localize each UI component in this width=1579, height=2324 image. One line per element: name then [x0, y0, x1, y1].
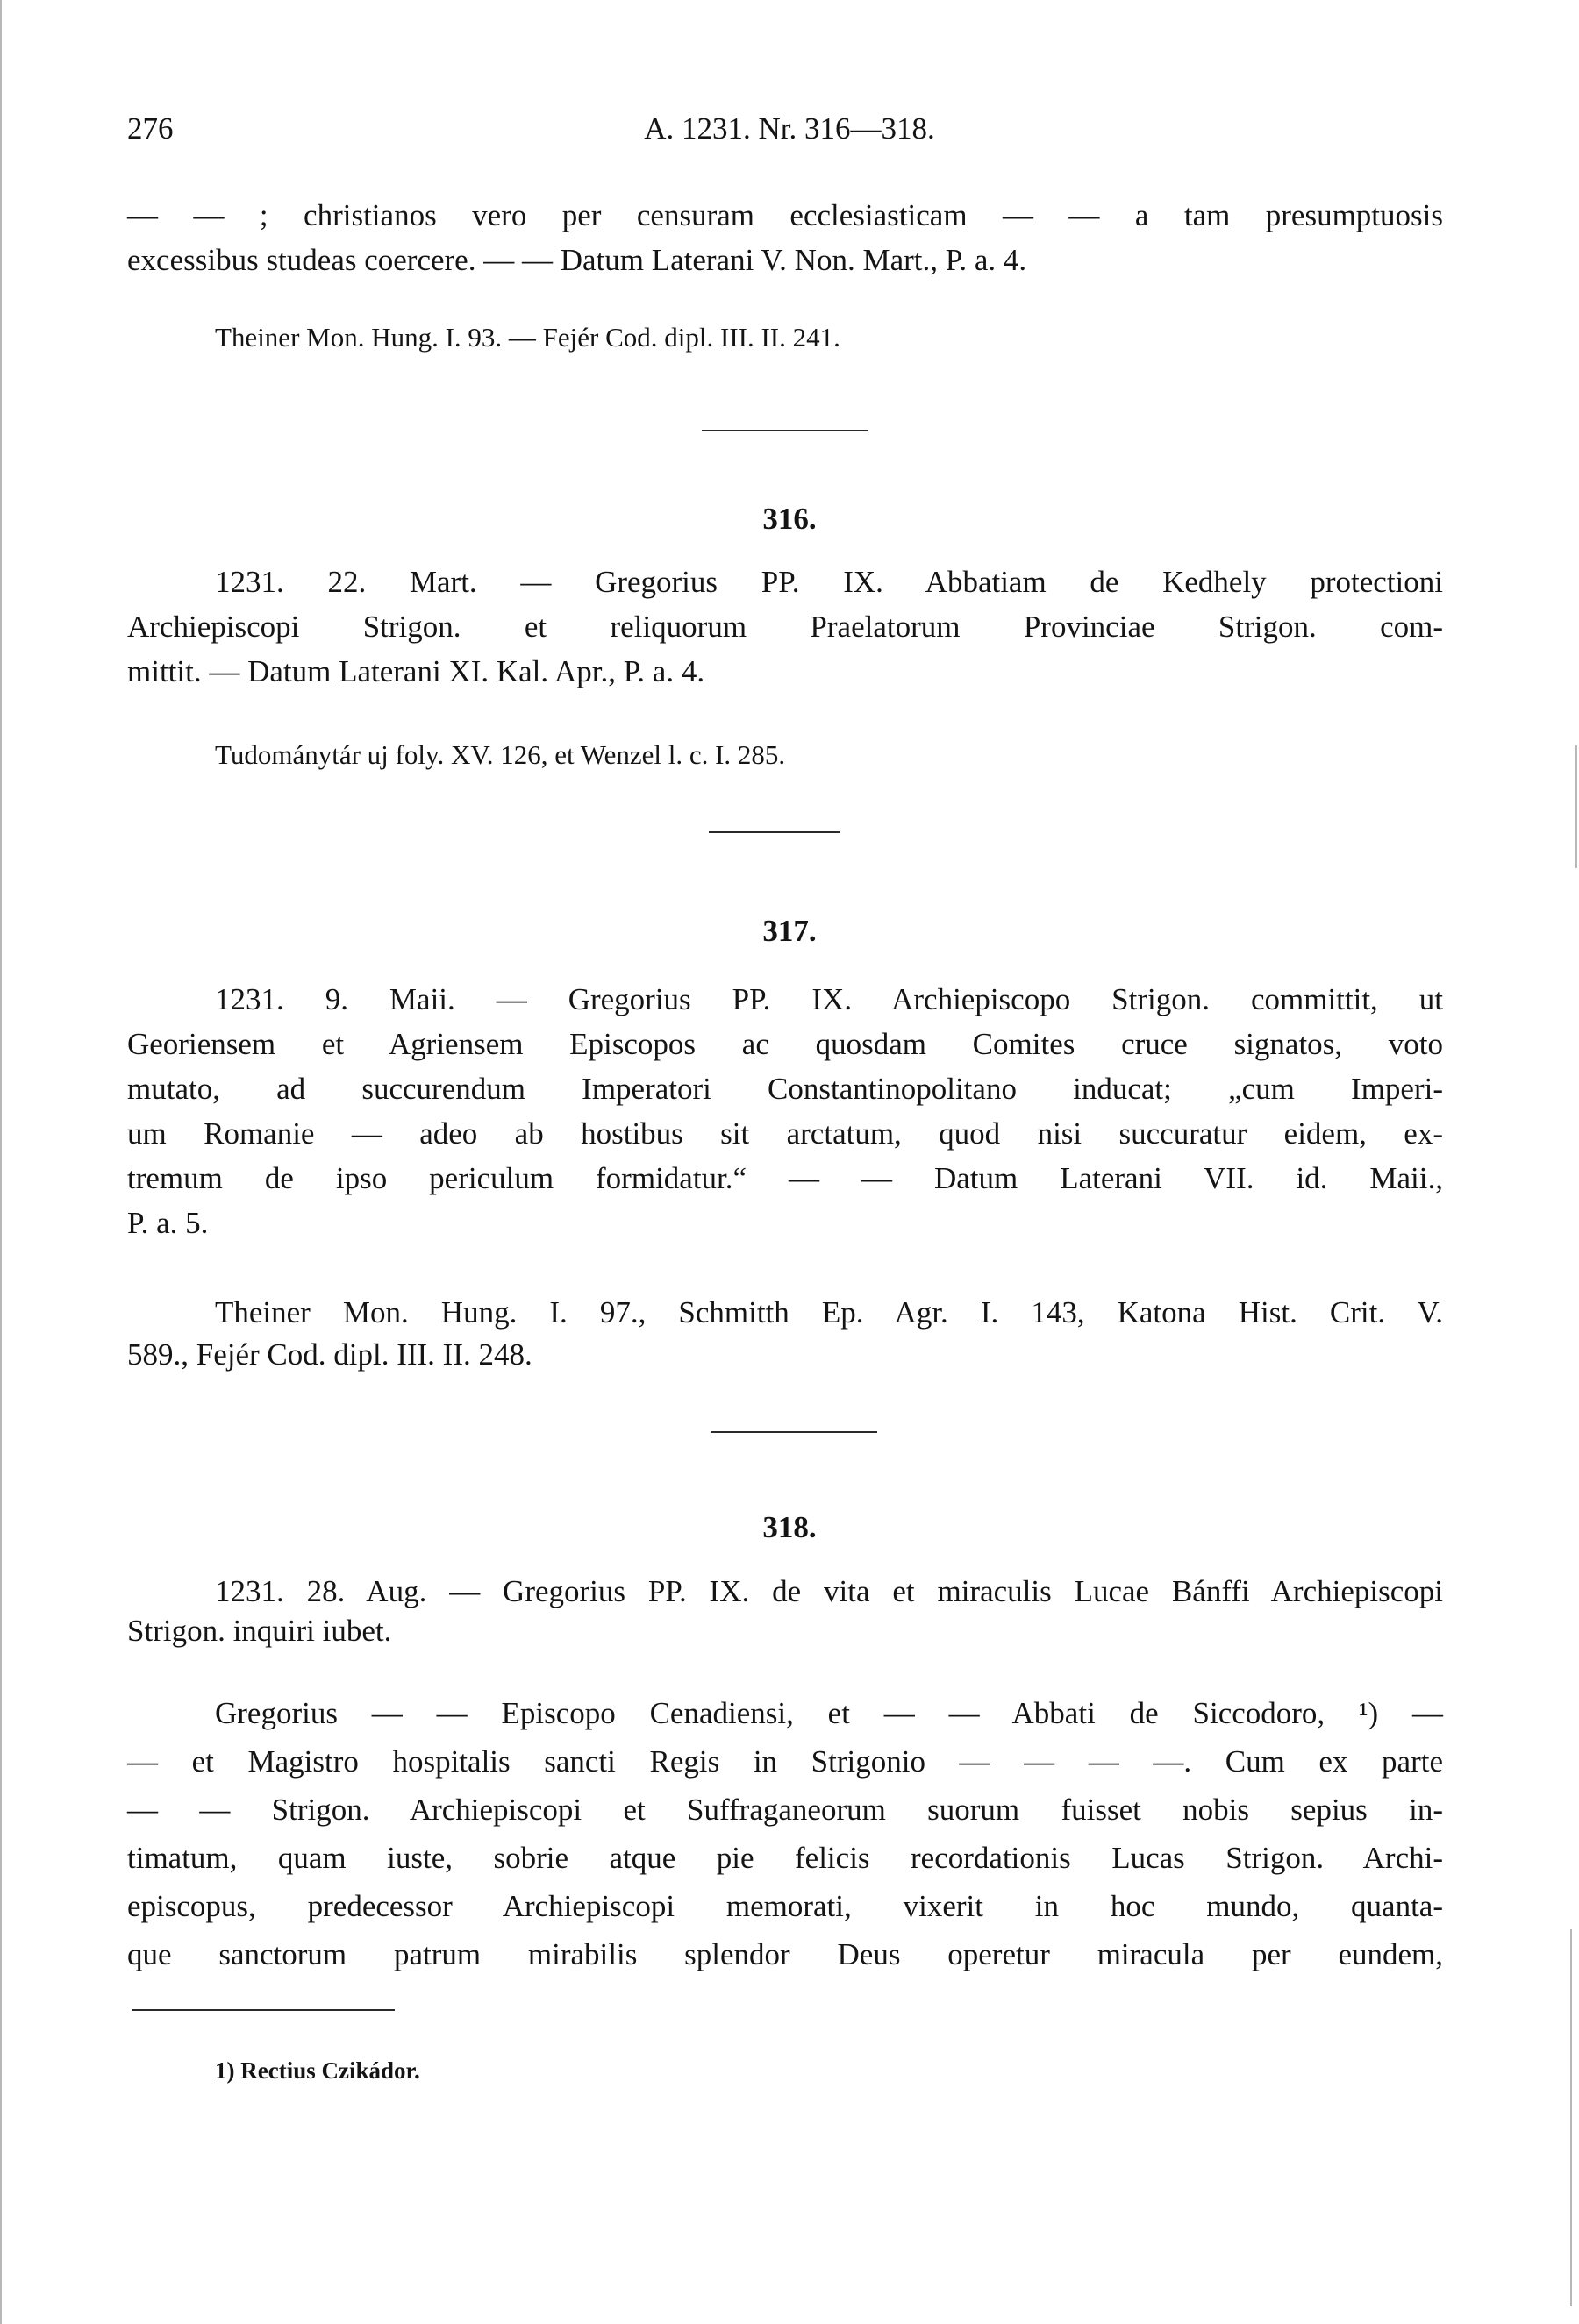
right-scan-edge: [1575, 745, 1577, 868]
separator-rule: [702, 430, 868, 431]
page-number: 276: [127, 111, 174, 146]
text-line: 1231. 22. Mart. — Gregorius PP. IX. Abbatiam de Kedhely protectioni: [215, 565, 1443, 599]
text-line: um Romanie — adeo ab hostibus sit arctatum, quod nisi succuratur eidem, ex-: [127, 1116, 1443, 1151]
text-line: Archiepiscopi Strigon. et reliquorum Praelatorum Provinciae Strigon. com-: [127, 610, 1443, 644]
text-line: P. a. 5.: [127, 1206, 209, 1240]
entry-summary: [127, 1572, 1443, 1650]
entry-number: 317.: [762, 914, 817, 948]
citation-line: 589., Fejér Cod. dipl. III. II. 248.: [127, 1337, 532, 1372]
source-citation: [127, 1292, 1443, 1376]
text-line: excessibus studeas coercere. — — Datum Laterani V. Non. Mart., P. a. 4.: [127, 243, 1027, 277]
text-line: — — ; christianos vero per censuram ecclesiasticam — — a tam presumptuosis: [127, 198, 1443, 232]
footnote-rule: [132, 2009, 395, 2011]
text-line: 1231. 9. Maii. — Gregorius PP. IX. Archiepiscopo Strigon. committit, ut: [215, 982, 1443, 1016]
text-line: que sanctorum patrum mirabilis splendor Deus operetur miracula per eundem,: [127, 1937, 1443, 1971]
document-text: [127, 1689, 1443, 1978]
text-line: Strigon. inquiri iubet.: [127, 1614, 392, 1648]
entry-summary: [127, 977, 1443, 1245]
entry-summary: [127, 560, 1443, 694]
text-line: — et Magistro hospitalis sancti Regis in Strigonio — — — —. Cum ex parte: [127, 1744, 1443, 1779]
text-line: 1231. 28. Aug. — Gregorius PP. IX. de vita et miraculis Lucae Bánffi Archiepiscopi: [215, 1574, 1443, 1608]
entry-number: 318.: [762, 1510, 817, 1544]
footnote: 1) Rectius Czikádor.: [215, 2057, 420, 2084]
text-line: episcopus, predecessor Archiepiscopi memorati, vixerit in hoc mundo, quanta-: [127, 1889, 1443, 1923]
running-title: A. 1231. Nr. 316—318.: [644, 111, 935, 146]
separator-rule: [711, 1431, 877, 1433]
source-citation: Tudománytár uj foly. XV. 126, et Wenzel l. c. I. 285.: [215, 739, 786, 770]
separator-rule: [709, 831, 840, 833]
text-line: Georiensem et Agriensem Episcopos ac quosdam Comites cruce signatos, voto: [127, 1027, 1443, 1061]
text-line: timatum, quam iuste, sobrie atque pie felicis recordationis Lucas Strigon. Archi-: [127, 1841, 1443, 1875]
source-citation: Theiner Mon. Hung. I. 93. — Fejér Cod. dipl. III. II. 241.: [215, 322, 840, 353]
text-line: Gregorius — — Episcopo Cenadiensi, et — — Abbati de Siccodoro, ¹) —: [215, 1696, 1443, 1730]
text-line: — — Strigon. Archiepiscopi et Suffraganeorum suorum fuisset nobis sepius in-: [127, 1793, 1443, 1827]
citation-line: Theiner Mon. Hung. I. 97., Schmitth Ep. Agr. I. 143, Katona Hist. Crit. V.: [215, 1295, 1443, 1330]
text-line: tremum de ipso periculum formidatur.“ — — Datum Laterani VII. id. Maii.,: [127, 1161, 1443, 1195]
entry-number: 316.: [762, 502, 817, 536]
continuation-text: [127, 193, 1443, 282]
right-scan-edge-lower: [1570, 1929, 1572, 2306]
text-line: mutato, ad succurendum Imperatori Constantinopolitano inducat; „cum Imperi-: [127, 1072, 1443, 1106]
left-scan-edge: [0, 0, 2, 2324]
text-line: mittit. — Datum Laterani XI. Kal. Apr., P. a. 4.: [127, 654, 705, 688]
